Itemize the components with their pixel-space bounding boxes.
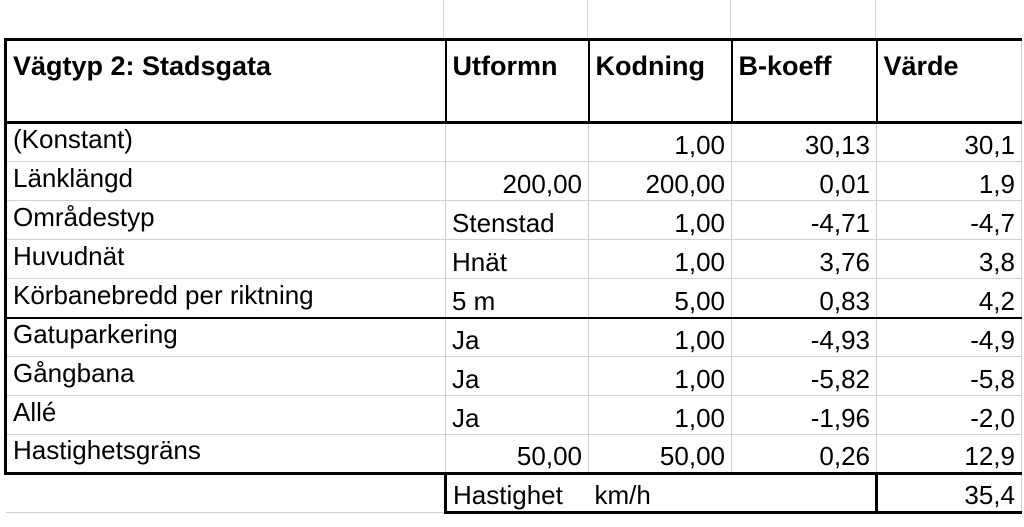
header-spacer-row bbox=[6, 90, 1022, 123]
empty-cell[interactable] bbox=[732, 474, 877, 513]
cell-varde[interactable]: 4,2 bbox=[877, 279, 1022, 318]
cell-utformn[interactable]: Ja bbox=[446, 318, 589, 357]
row-label[interactable]: (Konstant) bbox=[6, 123, 446, 162]
table-row bbox=[6, 279, 1022, 318]
empty-cell[interactable] bbox=[6, 474, 446, 513]
header-kodning[interactable]: Kodning bbox=[589, 40, 732, 90]
row-label[interactable]: Områdestyp bbox=[6, 201, 446, 240]
result-label[interactable]: Hastighet bbox=[446, 474, 589, 513]
row-label[interactable]: Körbanebredd per riktning bbox=[6, 279, 446, 318]
empty-cell[interactable] bbox=[732, 90, 877, 123]
cell-varde[interactable]: 30,1 bbox=[877, 123, 1022, 162]
table-row bbox=[6, 318, 1022, 357]
cell-kodning[interactable]: 1,00 bbox=[589, 123, 732, 162]
result-row bbox=[6, 474, 1022, 513]
spreadsheet-gridlines bbox=[0, 0, 1024, 38]
table-row bbox=[6, 201, 1022, 240]
result-value[interactable]: 35,4 bbox=[877, 474, 1022, 513]
header-utformn[interactable]: Utformn bbox=[446, 40, 589, 90]
cell-utformn[interactable]: Stenstad bbox=[446, 201, 589, 240]
cell-utformn[interactable] bbox=[446, 123, 589, 162]
cell-kodning[interactable]: 1,00 bbox=[589, 240, 732, 279]
cell-kodning[interactable]: 1,00 bbox=[589, 396, 732, 435]
cell-bkoeff[interactable]: -4,71 bbox=[732, 201, 877, 240]
empty-cell[interactable] bbox=[446, 90, 589, 123]
cell-bkoeff[interactable]: -4,93 bbox=[732, 318, 877, 357]
cell-kodning[interactable]: 1,00 bbox=[589, 201, 732, 240]
cell-utformn[interactable]: 50,00 bbox=[446, 435, 589, 474]
cell-utformn[interactable]: 5 m bbox=[446, 279, 589, 318]
empty-cell[interactable] bbox=[6, 90, 446, 123]
table-title[interactable]: Vägtyp 2: Stadsgata bbox=[6, 40, 446, 90]
cell-utformn[interactable]: Hnät bbox=[446, 240, 589, 279]
table-row bbox=[6, 123, 1022, 162]
cell-varde[interactable]: 3,8 bbox=[877, 240, 1022, 279]
empty-cell[interactable] bbox=[877, 90, 1022, 123]
cell-utformn[interactable]: 200,00 bbox=[446, 162, 589, 201]
cell-varde[interactable]: -4,9 bbox=[877, 318, 1022, 357]
cell-utformn[interactable]: Ja bbox=[446, 357, 589, 396]
table-row bbox=[6, 162, 1022, 201]
cell-utformn[interactable]: Ja bbox=[446, 396, 589, 435]
row-label[interactable]: Gatuparkering bbox=[6, 318, 446, 357]
cell-varde[interactable]: -5,8 bbox=[877, 357, 1022, 396]
cell-kodning[interactable]: 5,00 bbox=[589, 279, 732, 318]
table-row bbox=[6, 396, 1022, 435]
cell-kodning[interactable]: 200,00 bbox=[589, 162, 732, 201]
cell-kodning[interactable]: 1,00 bbox=[589, 357, 732, 396]
cell-bkoeff[interactable]: -1,96 bbox=[732, 396, 877, 435]
cell-kodning[interactable]: 50,00 bbox=[589, 435, 732, 474]
table-row bbox=[6, 240, 1022, 279]
cell-bkoeff[interactable]: 0,01 bbox=[732, 162, 877, 201]
cell-varde[interactable]: 1,9 bbox=[877, 162, 1022, 201]
empty-cell[interactable] bbox=[589, 90, 732, 123]
row-label[interactable]: Huvudnät bbox=[6, 240, 446, 279]
cell-bkoeff[interactable]: 3,76 bbox=[732, 240, 877, 279]
cell-varde[interactable]: -2,0 bbox=[877, 396, 1022, 435]
row-label[interactable]: Länklängd bbox=[6, 162, 446, 201]
row-label[interactable]: Hastighetsgräns bbox=[6, 435, 446, 474]
cell-bkoeff[interactable]: 30,13 bbox=[732, 123, 877, 162]
header-bkoeff[interactable]: B-koeff bbox=[732, 40, 877, 90]
cell-bkoeff[interactable]: -5,82 bbox=[732, 357, 877, 396]
cell-varde[interactable]: -4,7 bbox=[877, 201, 1022, 240]
cell-varde[interactable]: 12,9 bbox=[877, 435, 1022, 474]
table-row bbox=[6, 357, 1022, 396]
cell-bkoeff[interactable]: 0,26 bbox=[732, 435, 877, 474]
calculation-table bbox=[4, 38, 1022, 514]
row-label[interactable]: Allé bbox=[6, 396, 446, 435]
header-varde[interactable]: Värde bbox=[877, 40, 1022, 90]
cell-bkoeff[interactable]: 0,83 bbox=[732, 279, 877, 318]
header-row bbox=[6, 40, 1022, 90]
cell-kodning[interactable]: 1,00 bbox=[589, 318, 732, 357]
result-unit[interactable]: km/h bbox=[589, 474, 732, 513]
row-label[interactable]: Gångbana bbox=[6, 357, 446, 396]
table-row bbox=[6, 435, 1022, 474]
